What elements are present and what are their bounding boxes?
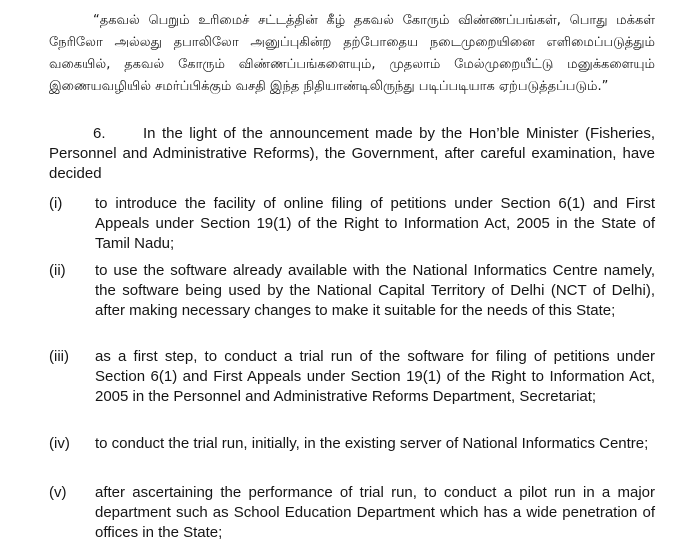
list-item-text: to use the software already available with the National Informatics Centre namely, the software being used by the National Capital Territory of Delhi (NCT of Delhi), after making necessary changes to make it suitable for the needs of this State; bbox=[95, 262, 655, 319]
tamil-quoted-paragraph: “தகவல் பெறும் உரிமைச் சட்டத்தின் கீழ் தகவல் கோரும் விண்ணப்பங்கள், பொது மக்கள் நேரிலோ அல்லது தபாலிலோ அனுப்புகின்ற தற்போதைய நடைமுறையினை எளிமைப்படுத்தும் வகையில், தகவல் கோரும் விண்ணப்பங்களையும், முதலாம் மேல்முறையீட்டு மனுக்களையும் இணையவழியில் சமர்ப்பிக்கும் வசதி இந்த நிதியாண்டிலிருந்து படிப்படியாக ஏற்படுத்தப்படும்.” bbox=[49, 13, 655, 94]
list-item-text: after ascertaining the performance of trial run, to conduct a pilot run in a major department such as School Education Department which has a wide penetration of offices in the State; bbox=[95, 484, 655, 541]
list-item-marker: (iii) bbox=[49, 348, 69, 365]
list-item bbox=[49, 347, 655, 407]
paragraph-number: 6. bbox=[93, 125, 106, 142]
list-item-marker: (v) bbox=[49, 484, 67, 501]
list-item-text: as a first step, to conduct a trial run of the software for filing of petitions under Section 6(1) and First Appeals under Section 19(1) of the Right to Information Act, 2005 in the Personnel and Administrative Reforms Department, Secretariat; bbox=[95, 348, 655, 405]
list-item bbox=[49, 483, 655, 543]
paragraph-text: In the light of the announcement made by the Hon’ble Minister (Fisheries, Personnel and Administrative Reforms), the Government, after careful examination, have decided bbox=[49, 125, 655, 182]
list-item bbox=[49, 261, 655, 321]
list-item-marker: (ii) bbox=[49, 262, 66, 279]
list-item-marker: (i) bbox=[49, 195, 63, 212]
list-item bbox=[49, 434, 655, 454]
list-item-marker: (iv) bbox=[49, 435, 70, 452]
list-item-text: to conduct the trial run, initially, in the existing server of National Informatics Centre; bbox=[95, 435, 649, 452]
list-item-text: to introduce the facility of online filing of petitions under Section 6(1) and First Appeals under Section 19(1) of the Right to Information Act, 2005 in the State of Tamil Nadu; bbox=[95, 195, 655, 252]
list-item bbox=[49, 194, 655, 254]
paragraph-6 bbox=[49, 124, 655, 184]
